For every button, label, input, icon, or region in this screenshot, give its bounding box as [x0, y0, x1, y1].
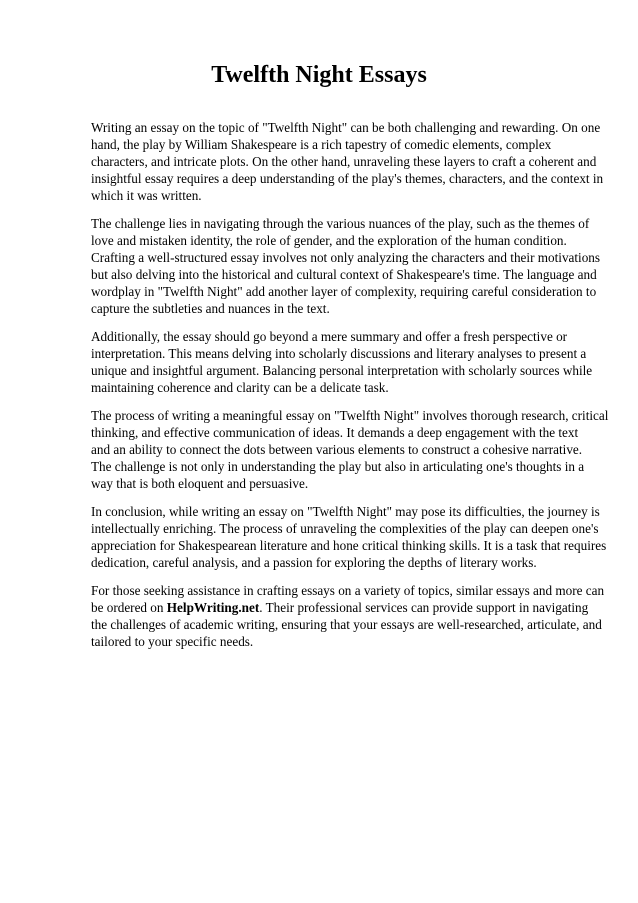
page-title: Twelfth Night Essays: [211, 62, 427, 88]
text-line: Crafting a well-structured essay involves not only analyzing the characters and their motivations: [91, 250, 601, 265]
text-line: The challenge is not only in understanding the play but also in articulating one's thoughts in a: [91, 459, 585, 474]
text-line: intellectually enriching. The process of unraveling the complexities of the play can deepen one's: [91, 521, 599, 536]
text-line: wordplay in "Twelfth Night" add another layer of complexity, requiring careful consideration to: [91, 284, 597, 299]
text-line: which it was written.: [91, 188, 202, 203]
text-line: characters, and intricate plots. On the other hand, unraveling these layers to craft a coherent and: [91, 154, 597, 169]
text-line: and an ability to connect the dots between various elements to construct a cohesive narrative.: [91, 442, 583, 457]
text-line: The challenge lies in navigating through the various nuances of the play, such as the themes of: [91, 216, 590, 231]
text-line: Additionally, the essay should go beyond a mere summary and offer a fresh perspective or: [91, 329, 568, 344]
text-line: way that is both eloquent and persuasive.: [91, 476, 309, 491]
text-line: appreciation for Shakespearean literature and hone critical thinking skills. It is a task that requires: [91, 538, 607, 553]
essay-body: [91, 119, 609, 661]
text-line: interpretation. This means delving into scholarly discussions and literary analyses to present a: [91, 346, 587, 361]
text-line: insightful essay requires a deep understanding of the play's themes, characters, and the context in: [91, 171, 604, 186]
text-line: love and mistaken identity, the role of gender, and the exploration of the human condition.: [91, 233, 567, 248]
paragraph-2: [91, 215, 606, 317]
text-line: the challenges of academic writing, ensuring that your essays are well-researched, articulate, and: [91, 617, 602, 632]
helpwriting-link[interactable]: HelpWriting.net: [166, 600, 260, 615]
text-line: hand, the play by William Shakespeare is a rich tapestry of comedic elements, complex: [91, 137, 552, 152]
text-line: unique and insightful argument. Balancing personal interpretation with scholarly sources while: [91, 363, 593, 378]
paragraph-4: [91, 407, 609, 492]
text-segment: be ordered on: [91, 600, 167, 615]
closing-paragraph: [91, 582, 606, 650]
paragraph-5: [91, 503, 606, 571]
text-line: Writing an essay on the topic of "Twelfth Night" can be both challenging and rewarding. On one: [91, 120, 601, 135]
paragraph-3: [91, 328, 606, 396]
text-line: dedication, careful analysis, and a passion for exploring the depths of literary works.: [91, 555, 537, 570]
text-segment: . Their professional services can provide support in navigating: [259, 600, 589, 615]
text-line: For those seeking assistance in crafting essays on a variety of topics, similar essays and more can: [91, 583, 605, 598]
text-line: In conclusion, while writing an essay on "Twelfth Night" may pose its difficulties, the journey is: [91, 504, 600, 519]
text-line: but also delving into the historical and cultural context of Shakespeare's time. The language and: [91, 267, 597, 282]
text-line: maintaining coherence and clarity can be a delicate task.: [91, 380, 389, 395]
paragraph-1: [91, 119, 606, 204]
text-line: capture the subtleties and nuances in the text.: [91, 301, 330, 316]
text-line-with-link: [91, 599, 606, 616]
text-line: thinking, and effective communication of ideas. It demands a deep engagement with the text: [91, 425, 579, 440]
text-line: The process of writing a meaningful essay on "Twelfth Night" involves thorough research, critical: [91, 408, 609, 423]
text-line: tailored to your specific needs.: [91, 634, 254, 649]
